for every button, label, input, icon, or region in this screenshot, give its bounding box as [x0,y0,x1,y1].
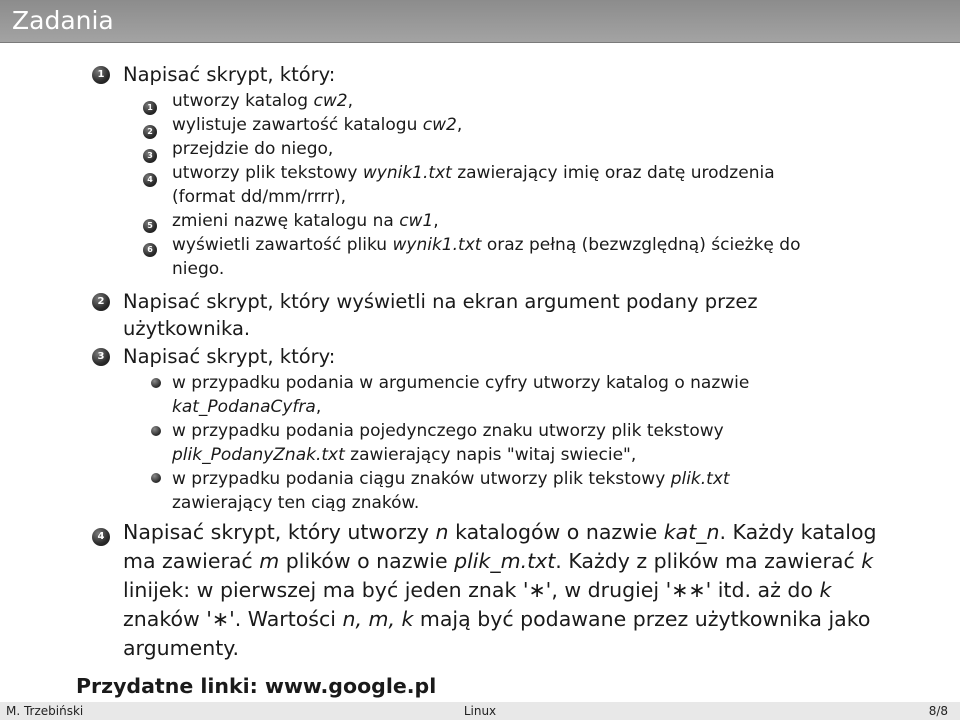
subitem-text [172,209,439,233]
subitem-number-icon: 5 [143,219,157,233]
bullet-text [172,467,730,491]
subitem-text [172,233,800,257]
text-segment: niego. [172,259,225,279]
text-segment: wyświetli zawartość pliku [172,235,393,255]
text-segment: linijek: w pierwszej ma być jeden znak '∗', w drugiej '∗∗' itd. aż do [123,578,820,602]
text-segment: w przypadku podania ciągu znaków utworzy plik tekstowy [172,469,671,489]
task-text [123,288,758,315]
text-segment: cw2 [313,91,348,111]
text-segment: katalogów o nazwie [448,520,664,544]
text-segment: oraz pełną (bezwzględną) ścieżkę do [481,235,801,255]
text-segment: , [347,91,353,111]
text-segment: kat_PodanaCyfra [172,397,316,417]
bullet-icon [151,378,161,388]
text-segment: wylistuje zawartość katalogu [172,115,423,135]
text-segment: , [456,115,463,135]
subitem-number-icon: 2 [143,125,157,139]
task-text [123,576,831,605]
bullet-icon [151,426,161,436]
bullet-text [172,419,724,443]
text-segment: zmieni nazwę katalogu na [172,211,400,231]
subitem-number-icon: 6 [143,243,157,257]
task-text [123,518,877,547]
text-segment: , [433,211,439,231]
subitem-number-icon: 3 [143,149,157,163]
text-segment: Napisać skrypt, który wyświetli na ekran argument podany przez [123,290,758,313]
text-segment: ma zawierać [123,549,260,573]
task-number-icon: 4 [92,528,110,546]
text-segment: wynik1.txt [362,163,452,183]
task-number-icon: 1 [92,66,110,84]
subitem-text [172,113,462,137]
text-segment: zawierający imię oraz datę urodzenia [451,163,775,183]
text-segment: , [315,397,322,417]
text-segment: . Każdy katalog [719,520,877,544]
text-segment: plik.txt [670,469,730,489]
text-segment: k [819,578,832,602]
text-segment: mają być podawane przez użytkownika jako [413,607,871,631]
bullet-text [172,443,636,467]
task-text [123,315,250,342]
text-segment: plik_PodanyZnak.txt [172,445,345,465]
text-segment: utworzy plik tekstowy [172,163,363,183]
useful-links: Przydatne linki: www.google.pl [76,674,437,698]
subitem-text [172,89,353,113]
task-number-icon: 3 [92,348,110,366]
text-segment: argumenty. [123,636,239,660]
text-segment: znaków '∗'. Wartości [123,607,343,631]
footer-page-number: 8/8 [928,704,948,718]
footer-author: M. Trzebiński [6,704,84,718]
text-segment: n, m, k [342,607,414,631]
text-segment: cw2 [422,115,457,135]
task-text [123,547,873,576]
text-segment: cw1 [399,211,434,231]
slide-title: Zadania [12,6,114,35]
text-segment: k [861,549,874,573]
footer-center: Linux [463,704,497,718]
subitem-text [172,137,333,161]
subitem-number-icon: 4 [143,173,157,187]
text-segment: kat_n [663,520,720,544]
title-bar [0,0,960,43]
text-segment: wynik1.txt [392,235,482,255]
subitem-text [172,257,224,281]
text-segment: n [435,520,449,544]
bullet-icon [151,473,161,483]
text-segment: plików o nazwie [279,549,455,573]
text-segment: m [259,549,280,573]
text-segment: użytkownika. [123,317,251,340]
subitem-text [172,185,346,209]
subitem-number-icon: 1 [143,101,157,115]
text-segment: (format dd/mm/rrrr), [172,187,347,207]
bullet-text [172,371,749,395]
text-segment: zawierający ten ciąg znaków. [172,493,420,513]
text-segment: przejdzie do niego, [172,139,334,159]
bullet-text [172,395,321,419]
task-number-icon: 2 [92,293,110,311]
bullet-text [172,491,419,515]
text-segment: utworzy katalog [172,91,314,111]
text-segment: . Każdy z plików ma zawierać [555,549,862,573]
task-intro: Napisać skrypt, który: [123,63,336,86]
text-segment: plik_m.txt [454,549,556,573]
footer-bar [0,702,960,720]
text-segment: zawierający napis "witaj swiecie", [344,445,637,465]
task-text [123,605,870,634]
text-segment: w przypadku podania w argumencie cyfry utworzy katalog o nazwie [172,373,750,393]
text-segment: w przypadku podania pojedynczego znaku utworzy plik tekstowy [172,421,724,441]
text-segment: Napisać skrypt, który utworzy [123,520,436,544]
subitem-text [172,161,775,185]
task-intro: Napisać skrypt, który: [123,345,336,368]
task-text [123,634,239,663]
